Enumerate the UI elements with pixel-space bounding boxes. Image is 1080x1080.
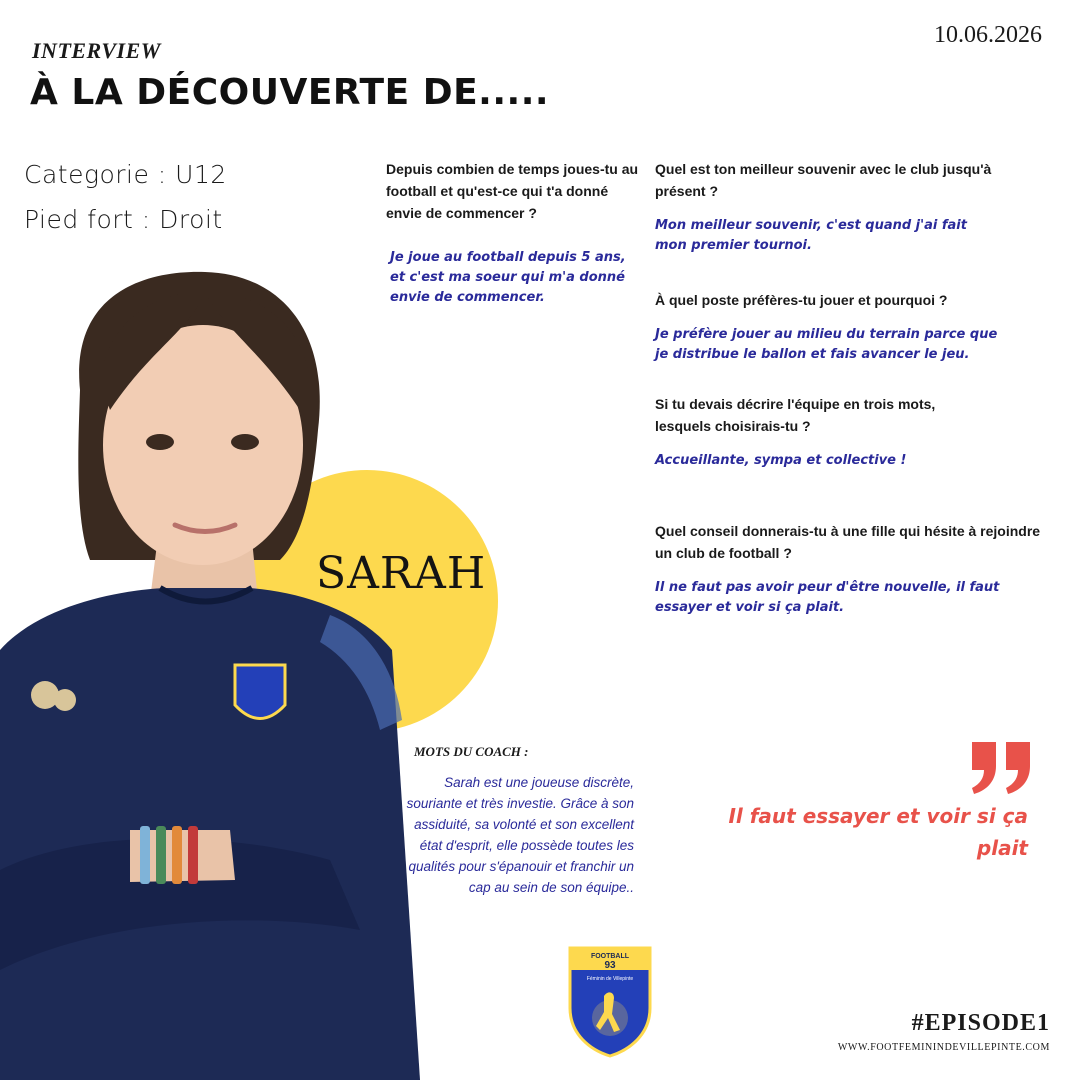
website-url[interactable]: WWW.FOOTFEMININDEVILLEPINTE.COM — [837, 1042, 1050, 1053]
coach-section-title: MOTS DU COACH : — [414, 744, 529, 759]
question-2: Quel est ton meilleur souvenir avec le club jusqu'à présent ? — [655, 161, 992, 199]
player-photo — [0, 270, 420, 1080]
club-logo-line-2: 93 — [604, 960, 616, 971]
interview-kicker: INTERVIEW — [32, 38, 161, 63]
answer-1: Je joue au football depuis 5 ans, et c'est ma soeur qui m'a donné envie de commencer. — [390, 250, 626, 305]
answer-3: Je préfère jouer au milieu du terrain parce que je distribue le ballon et fais avancer le jeu. — [655, 327, 998, 362]
club-logo-line-3: Féminin de Villepinte — [586, 976, 634, 982]
question-5: Quel conseil donnerais-tu à une fille qui hésite à rejoindre un club de football ? — [655, 523, 1041, 561]
publication-date: 10.06.2026 — [934, 22, 1042, 48]
question-1: Depuis combien de temps joues-tu au football et qu'est-ce qui t'a donné envie de commencer ? — [386, 161, 639, 221]
club-logo-line-1: FOOTBALL — [590, 953, 630, 960]
question-3: À quel poste préfères-tu jouer et pourquoi ? — [655, 292, 948, 308]
answer-5: Il ne faut pas avoir peur d'être nouvelle, il faut essayer et voir si ça plait. — [655, 580, 1000, 615]
page-title: À LA DÉCOUVERTE DE..... — [30, 72, 550, 113]
answer-2: Mon meilleur souvenir, c'est quand j'ai fait mon premier tournoi. — [655, 218, 967, 253]
player-category: Categorie : U12 — [24, 160, 227, 189]
quote-icon — [970, 742, 1032, 794]
qa-item-2 — [655, 158, 1045, 256]
pull-quote: Il faut essayer et voir si ça plait — [728, 804, 1028, 860]
answer-4: Accueillante, sympa et collective ! — [655, 453, 907, 468]
club-logo — [564, 944, 656, 1058]
qa-item-1 — [386, 158, 640, 308]
episode-hashtag: #EPISODE1 — [911, 1010, 1050, 1036]
qa-item-5 — [655, 520, 1050, 618]
question-4: Si tu devais décrire l'équipe en trois mots, lesquels choisirais-tu ? — [655, 396, 936, 434]
qa-item-3 — [655, 289, 1045, 365]
qa-item-4 — [655, 393, 985, 471]
coach-quote: Sarah est une joueuse discrète, souriante et très investie. Grâce à son assiduité, sa volonté et son excellent état d'esprit, elle possède toutes les qualités pour s'épanouir et franchir un cap au sein de son équipe.. — [406, 775, 634, 895]
player-strong-foot: Pied fort : Droit — [24, 205, 223, 234]
player-name: SARAH — [316, 548, 487, 599]
